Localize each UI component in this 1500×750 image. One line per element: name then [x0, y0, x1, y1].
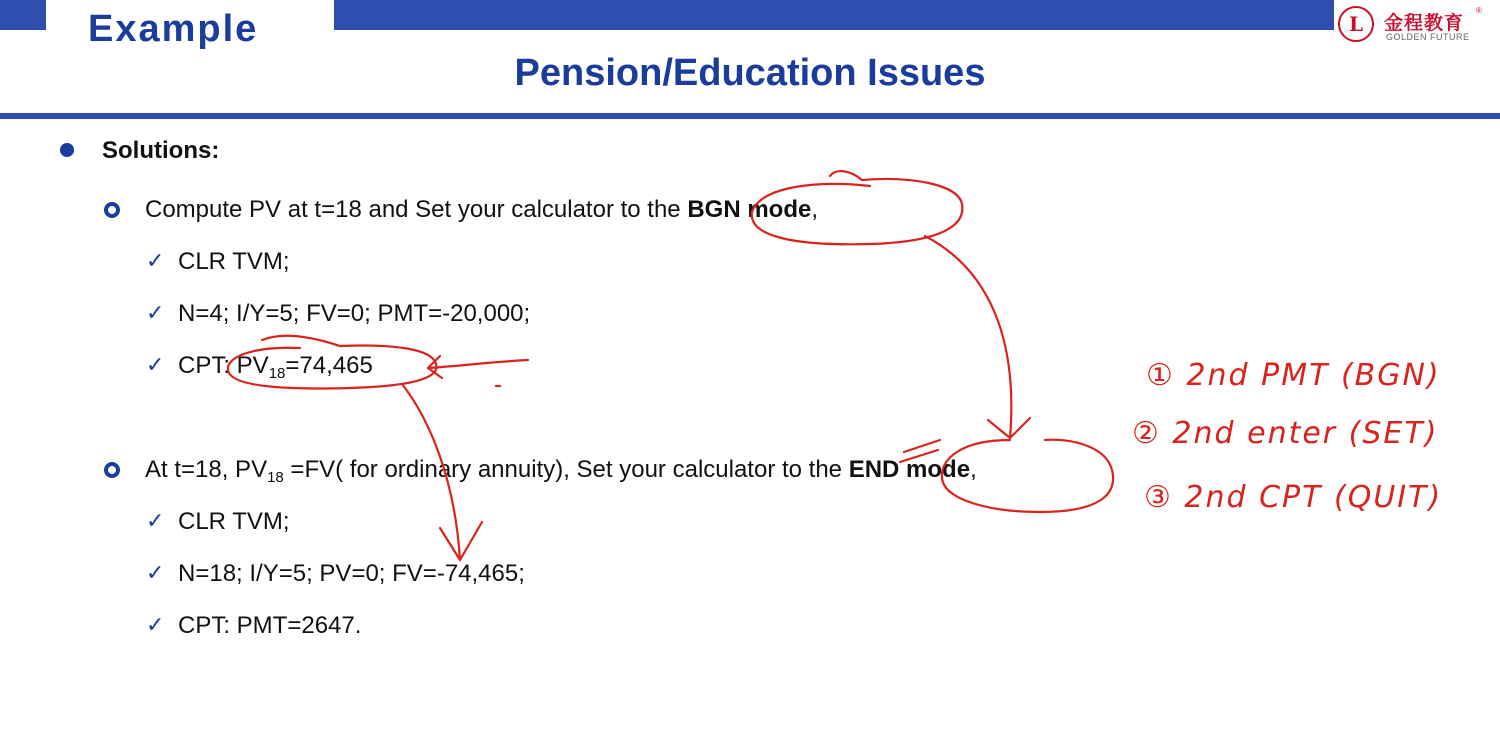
section1-cpt-line [178, 352, 373, 380]
ring-bullet-icon [104, 202, 120, 218]
page-title: Pension/Education Issues [514, 52, 986, 94]
section2-step-1: CLR TVM; [178, 508, 290, 535]
bullet-dot-icon [60, 143, 74, 157]
check-icon: ✓ [146, 613, 165, 638]
cpt-value: =74,465 [285, 352, 373, 379]
title-divider [0, 113, 1500, 119]
golden-future-logo [1336, 4, 1486, 44]
pv18-side-arrow [428, 360, 528, 368]
section1-step-2: N=4; I/Y=5; FV=0; PMT=-20,000; [178, 300, 531, 327]
logo-registered-mark: ® [1476, 6, 1482, 15]
section1-intro-comma: , [811, 196, 819, 223]
check-icon: ✓ [146, 249, 165, 274]
section2-step-3: CPT: PMT=2647. [178, 612, 362, 639]
pv18-to-fv-arrowhead [440, 522, 482, 560]
example-label: Example [88, 8, 259, 50]
section2-intro-mid: =FV( for ordinary annuity), Set your calculator to the [283, 456, 849, 483]
cpt-prefix: CPT: PV [178, 352, 269, 379]
section1-step-1: CLR TVM; [178, 248, 290, 275]
handwritten-step-3: ③ 2nd CPT (QUIT) [1144, 480, 1443, 515]
end-mode-text: END mode [848, 456, 971, 483]
logo-mark-icon: L [1338, 6, 1374, 42]
check-icon: ✓ [146, 301, 165, 326]
logo-chinese-name: 金程教育 [1384, 12, 1465, 34]
bgn-to-end-arrowhead [988, 418, 1030, 438]
bgn-to-end-arrow [925, 236, 1011, 438]
check-icon: ✓ [146, 353, 165, 378]
section1-intro-text: Compute PV at t=18 and Set your calculator to the [145, 196, 688, 223]
handwritten-step-2: ② 2nd enter (SET) [1132, 416, 1439, 451]
handwritten-step-1: ① 2nd PMT (BGN) [1146, 358, 1441, 393]
section2-intro-comma: , [970, 456, 977, 483]
header-bar-left [0, 0, 46, 30]
header-bar-right [334, 0, 1334, 30]
section1-intro [145, 196, 818, 224]
pv18-side-arrowhead [428, 356, 442, 378]
section2-intro-subscript: 18 [267, 469, 284, 486]
ring-bullet-icon [104, 462, 120, 478]
solutions-heading: Solutions: [102, 137, 220, 164]
check-icon: ✓ [146, 509, 165, 534]
section2-intro-text: At t=18, PV [145, 456, 268, 483]
bgn-mode-text: BGN mode [687, 196, 812, 223]
section2-intro [145, 456, 977, 484]
section2-step-2: N=18; I/Y=5; PV=0; FV=-74,465; [178, 560, 525, 587]
cpt-subscript: 18 [268, 365, 286, 382]
logo-english-name: GOLDEN FUTURE [1386, 32, 1470, 42]
check-icon: ✓ [146, 561, 165, 586]
